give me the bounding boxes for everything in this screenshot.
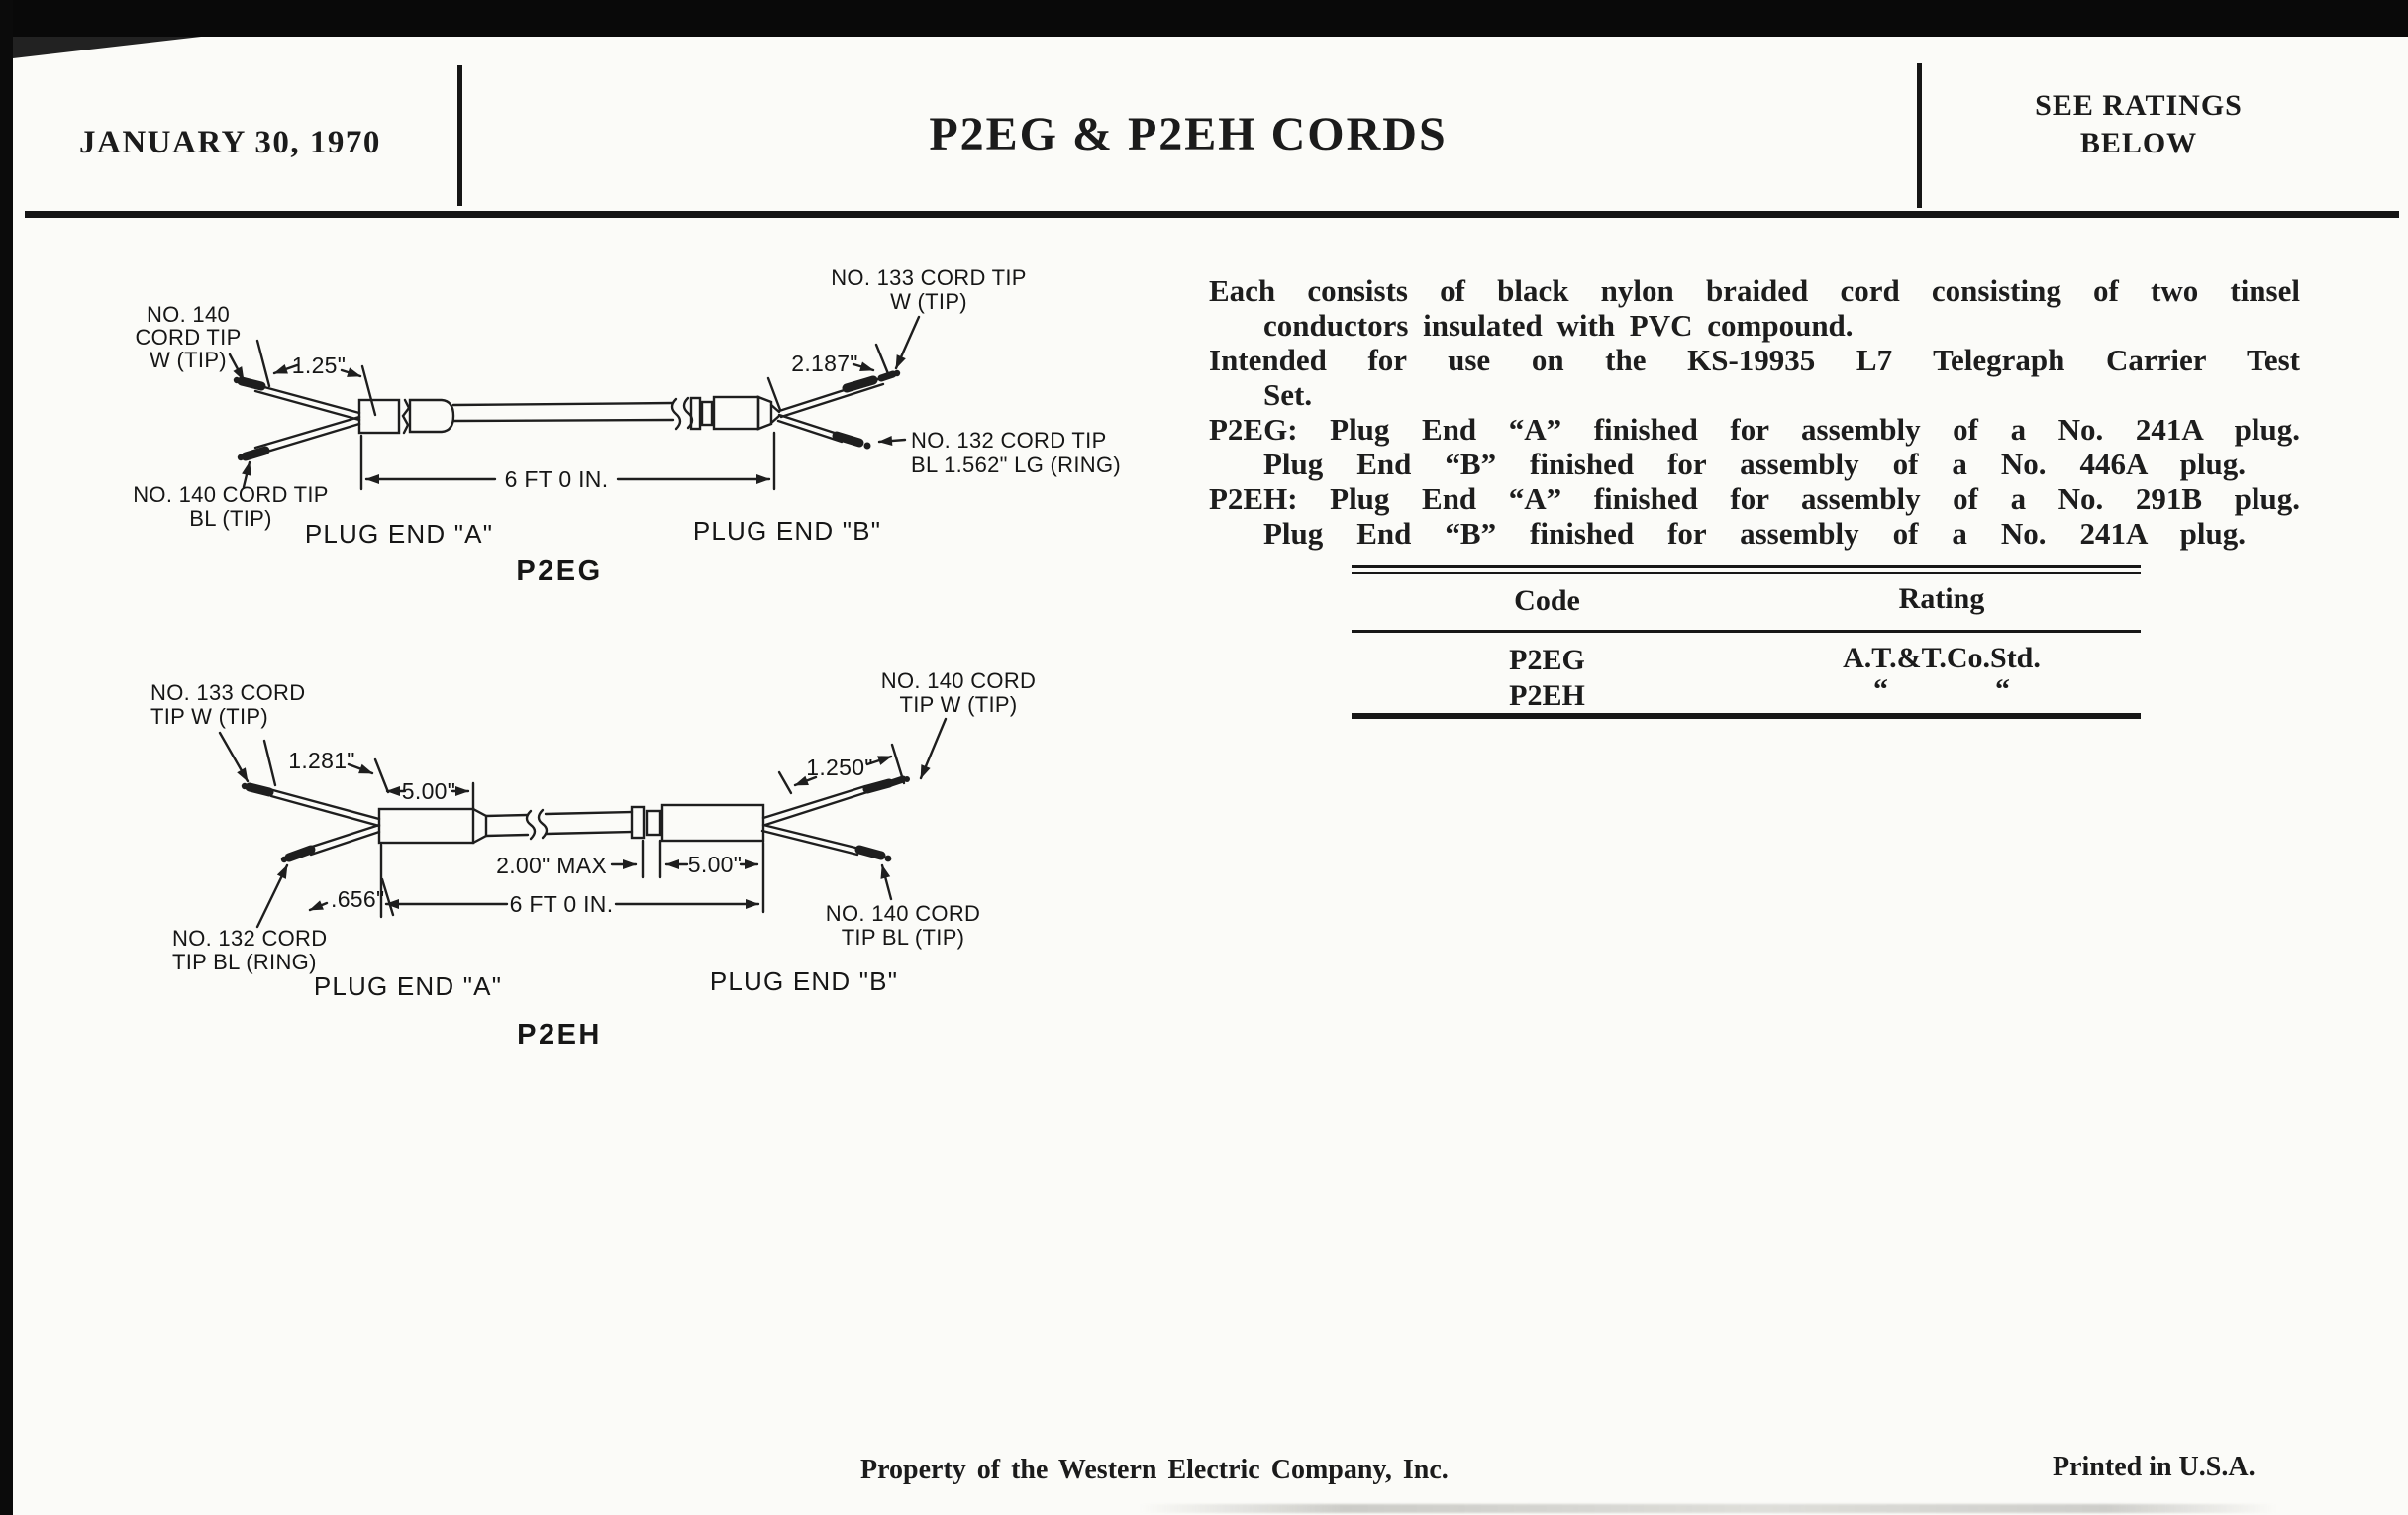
p2eg-cord-drawing: [230, 317, 919, 489]
p2eh-tip-b-bottom-label: NO. 140 CORD: [825, 901, 981, 926]
p2eg-diagram: [124, 252, 1173, 599]
p2eg-tip-a-bottom-label: BL (TIP): [189, 506, 272, 531]
p2eh-plug-end-b-label: PLUG END "B": [709, 966, 899, 996]
description-line: P2EH: Plug End “A” finished for assembly of a No. 291B plug.: [1209, 481, 2300, 516]
p2eg-tip-b-top-label: W (TIP): [890, 289, 967, 314]
p2eg-caption: P2EG: [516, 556, 603, 587]
p2eh-dim-center: 2.00" MAX: [496, 853, 607, 878]
table-rule-top: [1352, 565, 2141, 568]
p2eg-tip-b-top-label: NO. 133 CORD TIP: [831, 265, 1027, 290]
p2eg-dim-lead-a: 1.25": [291, 353, 347, 378]
p2eh-dim-lead-b-top: 1.250": [806, 755, 873, 780]
document-date: JANUARY 30, 1970: [79, 125, 381, 160]
ratings-note-line: BELOW: [2079, 127, 2198, 159]
description-line: Plug End “B” finished for assembly of a No. 241A plug.: [1263, 516, 2246, 551]
footer-property-note: Property of the Western Electric Company, Inc.: [860, 1455, 1449, 1485]
table-cell-rating: A.T.&T.Co.Std.: [1843, 642, 2041, 674]
ratings-note-line: SEE RATINGS: [2035, 89, 2243, 122]
p2eg-tip-a-bottom-label: NO. 140 CORD TIP: [133, 482, 329, 507]
description-line: Plug End “B” finished for assembly of a No. 446A plug.: [1263, 447, 2246, 481]
p2eh-dim-sleeve-b: 5.00": [687, 852, 743, 877]
footer-printed-note: Printed in U.S.A.: [2053, 1452, 2256, 1482]
p2eh-tip-b-top-label: NO. 140 CORD: [880, 668, 1037, 693]
header-divider-left: [457, 65, 462, 206]
p2eg-tip-a-top-label: CORD TIP: [135, 325, 242, 350]
header-rule: [25, 211, 2399, 218]
ditto-mark: “: [1995, 673, 2010, 706]
p2eg-plug-end-a-label: PLUG END "A": [304, 519, 494, 549]
p2eh-tip-a-top-label: NO. 133 CORD: [150, 680, 306, 705]
description-line: P2EG: Plug End “A” finished for assembly of a No. 241A plug.: [1209, 412, 2300, 447]
p2eh-tip-b-bottom-label: TIP BL (TIP): [841, 925, 965, 950]
p2eh-dim-length: 6 FT 0 IN.: [509, 891, 614, 917]
description-block: [1209, 273, 2300, 551]
p2eg-dim-length: 6 FT 0 IN.: [504, 466, 609, 492]
p2eg-tip-a-top-label: W (TIP): [150, 348, 227, 372]
p2eg-tip-b-bottom-label: BL 1.562" LG (RING): [911, 453, 1121, 477]
p2eg-tip-b-bottom-label: NO. 132 CORD TIP: [911, 428, 1107, 453]
table-rule-mid: [1352, 630, 2141, 633]
table-cell-code: P2EG: [1509, 644, 1585, 676]
table-cell-rating-ditto: [1743, 673, 2141, 707]
p2eh-tip-a-top-label: TIP W (TIP): [150, 704, 268, 729]
description-line: Intended for use on the KS-19935 L7 Telegraph Carrier Test: [1209, 343, 2300, 377]
page-title: P2EG & P2EH CORDS: [929, 108, 1448, 160]
p2eg-plug-end-b-label: PLUG END "B": [692, 516, 882, 546]
ditto-mark: “: [1873, 673, 1888, 706]
p2eg-tip-a-top-label: NO. 140: [146, 302, 231, 327]
p2eh-dim-lead-a-bottom: .656": [331, 886, 385, 912]
column-header-rating: Rating: [1898, 582, 1985, 615]
p2eh-tip-b-top-label: TIP W (TIP): [899, 692, 1018, 717]
scan-artifact-bottom-smudge: [1139, 1504, 2277, 1513]
p2eh-caption: P2EH: [517, 1019, 602, 1051]
table-rule-bottom: [1352, 713, 2141, 719]
ratings-note: [1931, 87, 2347, 162]
column-header-code: Code: [1514, 584, 1580, 617]
p2eh-dim-sleeve-a: 5.00": [401, 778, 456, 804]
p2eh-tip-a-bottom-label: NO. 132 CORD: [172, 926, 328, 951]
p2eh-plug-end-a-label: PLUG END "A": [313, 971, 503, 1001]
table-rule-top: [1352, 572, 2141, 574]
description-line: Each consists of black nylon braided cord consisting of two tinsel: [1209, 273, 2300, 308]
ratings-table: [1352, 555, 2141, 723]
description-line: conductors insulated with PVC compound.: [1263, 308, 1854, 343]
p2eg-dim-lead-b: 2.187": [791, 351, 858, 376]
p2eh-dim-lead-a-top: 1.281": [288, 748, 355, 773]
description-line: Set.: [1263, 377, 1313, 412]
header-divider-right: [1917, 63, 1922, 208]
table-cell-code: P2EH: [1509, 679, 1585, 712]
p2eh-diagram: [137, 656, 1057, 1055]
p2eh-tip-a-bottom-label: TIP BL (RING): [172, 950, 317, 974]
